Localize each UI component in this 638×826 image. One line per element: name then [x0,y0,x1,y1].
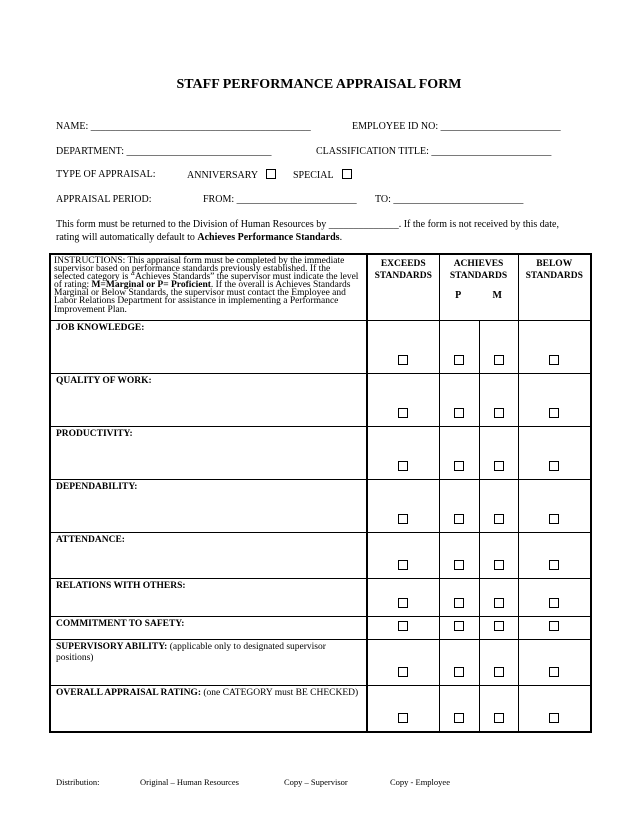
exceeds-checkbox[interactable] [398,598,408,608]
exceeds-cell [367,685,439,732]
proficient-cell [439,479,479,532]
rating-category-cell [50,616,367,639]
rating-row [50,639,591,685]
exceeds-checkbox[interactable] [398,514,408,524]
marginal-checkbox[interactable] [494,408,504,418]
exceeds-cell [367,320,439,373]
exceeds-checkbox[interactable] [398,560,408,570]
rating-category-label: RELATIONS WITH OTHERS: [56,580,186,591]
distribution-label: Distribution: [56,777,100,787]
marginal-cell [479,532,518,578]
below-standards-header: BELOW STANDARDS [518,254,591,320]
distribution-copy-employee: Copy - Employee [390,777,450,787]
below-cell [518,426,591,479]
rating-category-label: ATTENDANCE: [56,534,125,545]
below-cell [518,639,591,685]
appraisal-period-label: APPRAISAL PERIOD: [56,194,152,205]
rating-category-note: (one CATEGORY must BE CHECKED) [201,687,359,698]
below-cell [518,320,591,373]
proficient-checkbox[interactable] [454,355,464,365]
rating-category-label: JOB KNOWLEDGE: [56,322,145,333]
proficient-cell [439,373,479,426]
below-checkbox[interactable] [549,667,559,677]
rating-category-label: DEPENDABILITY: [56,481,138,492]
return-notice-text: This form must be returned to the Division of Human Resources by ______________. If the form is not received by this date, rating will automatically default to [56,219,559,243]
achieves-standards-header [439,254,518,320]
rating-row [50,616,591,639]
marginal-cell [479,578,518,616]
to-date-field[interactable]: TO: __________________________ [375,194,524,205]
below-checkbox[interactable] [549,621,559,631]
marginal-checkbox[interactable] [494,598,504,608]
proficient-cell [439,616,479,639]
name-field[interactable]: NAME: ____________________________________________ [56,121,311,132]
proficient-subheader: P [455,290,462,301]
exceeds-checkbox[interactable] [398,461,408,471]
rating-row [50,685,591,732]
type-of-appraisal-label: TYPE OF APPRAISAL: [56,169,156,180]
exceeds-cell [367,532,439,578]
form-title: STAFF PERFORMANCE APPRAISAL FORM [176,77,462,92]
exceeds-checkbox[interactable] [398,355,408,365]
exceeds-cell [367,578,439,616]
special-checkbox[interactable] [342,169,352,179]
exceeds-checkbox[interactable] [398,667,408,677]
department-field[interactable]: DEPARTMENT: _____________________________ [56,146,272,157]
rating-row [50,479,591,532]
marginal-subheader: M [492,290,502,301]
rating-category-note: (applicable only to designated supervisor positions) [56,641,326,663]
marginal-cell [479,685,518,732]
exceeds-cell [367,639,439,685]
exceeds-checkbox[interactable] [398,408,408,418]
exceeds-cell [367,616,439,639]
marginal-checkbox[interactable] [494,355,504,365]
instructions-text: INSTRUCTIONS: This appraisal form must be completed by the immediate supervisor based on performance standards previously established. If the selected category is “Achieves Standards” the supervisor must indicate the level of rating: [54,256,359,291]
exceeds-cell [367,426,439,479]
instructions-cell [50,254,367,320]
proficient-checkbox[interactable] [454,713,464,723]
proficient-cell [439,578,479,616]
marginal-cell [479,320,518,373]
proficient-checkbox[interactable] [454,514,464,524]
rating-category-cell [50,373,367,426]
rating-category-cell [50,639,367,685]
rating-category-cell [50,426,367,479]
return-notice [56,219,576,244]
marginal-cell [479,373,518,426]
exceeds-checkbox[interactable] [398,713,408,723]
below-cell [518,532,591,578]
employee-id-field[interactable]: EMPLOYEE ID NO: ________________________ [352,121,561,132]
rating-category-label: COMMITMENT TO SAFETY: [56,618,185,629]
rating-category-label: OVERALL APPRAISAL RATING: [56,687,201,698]
rating-category-cell [50,479,367,532]
rating-row [50,578,591,616]
rating-table [49,253,592,733]
marginal-cell [479,616,518,639]
marginal-checkbox[interactable] [494,461,504,471]
rating-category-cell [50,532,367,578]
return-notice-end: . [339,231,343,243]
proficient-cell [439,685,479,732]
rating-category-cell [50,578,367,616]
below-checkbox[interactable] [549,408,559,418]
marginal-cell [479,479,518,532]
rating-row [50,373,591,426]
proficient-checkbox[interactable] [454,461,464,471]
exceeds-checkbox[interactable] [398,621,408,631]
achieves-standards-label: ACHIEVES STANDARDS [449,259,508,281]
rating-row [50,320,591,373]
below-checkbox[interactable] [549,713,559,723]
below-cell [518,479,591,532]
marginal-checkbox[interactable] [494,713,504,723]
proficient-checkbox[interactable] [454,408,464,418]
exceeds-standards-header: EXCEEDS STANDARDS [367,254,439,320]
below-checkbox[interactable] [549,560,559,570]
rating-category-cell [50,685,367,732]
exceeds-cell [367,373,439,426]
rating-category-label: QUALITY OF WORK: [56,375,152,386]
marginal-checkbox[interactable] [494,560,504,570]
below-checkbox[interactable] [549,355,559,365]
below-checkbox[interactable] [549,514,559,524]
below-cell [518,685,591,732]
instructions-text-2: . If the overall is Achieves Standards Marginal or Below Standards, the supervisor must contact the Employee and Labor Relations Department for assistance in implementing a Performance Improvement Plan. [54,280,351,315]
proficient-checkbox[interactable] [454,560,464,570]
anniversary-label: ANNIVERSARY [187,170,258,181]
rating-category-label: SUPERVISORY ABILITY: [56,641,168,652]
marginal-cell [479,426,518,479]
anniversary-option[interactable] [187,169,276,181]
instructions-rating-levels: M=Marginal or P= Proficient [91,280,211,291]
below-cell [518,578,591,616]
rating-row [50,532,591,578]
rating-category-cell [50,320,367,373]
distribution-original: Original – Human Resources [140,777,239,787]
special-option[interactable] [293,169,352,181]
anniversary-checkbox[interactable] [266,169,276,179]
proficient-cell [439,639,479,685]
proficient-cell [439,426,479,479]
rating-category-label: PRODUCTIVITY: [56,428,133,439]
rating-row [50,426,591,479]
exceeds-cell [367,479,439,532]
below-checkbox[interactable] [549,598,559,608]
proficient-checkbox[interactable] [454,621,464,631]
marginal-checkbox[interactable] [494,667,504,677]
from-date-field[interactable]: FROM: ________________________ [203,194,357,205]
classification-field[interactable]: CLASSIFICATION TITLE: ________________________ [316,146,552,157]
below-cell [518,616,591,639]
proficient-checkbox[interactable] [454,667,464,677]
special-label: SPECIAL [293,170,334,181]
marginal-cell [479,639,518,685]
proficient-cell [439,320,479,373]
marginal-checkbox[interactable] [494,621,504,631]
proficient-checkbox[interactable] [454,598,464,608]
default-rating-text: Achieves Performance Standards [197,231,340,243]
below-checkbox[interactable] [549,461,559,471]
distribution-copy-supervisor: Copy – Supervisor [284,777,348,787]
marginal-checkbox[interactable] [494,514,504,524]
below-cell [518,373,591,426]
proficient-cell [439,532,479,578]
